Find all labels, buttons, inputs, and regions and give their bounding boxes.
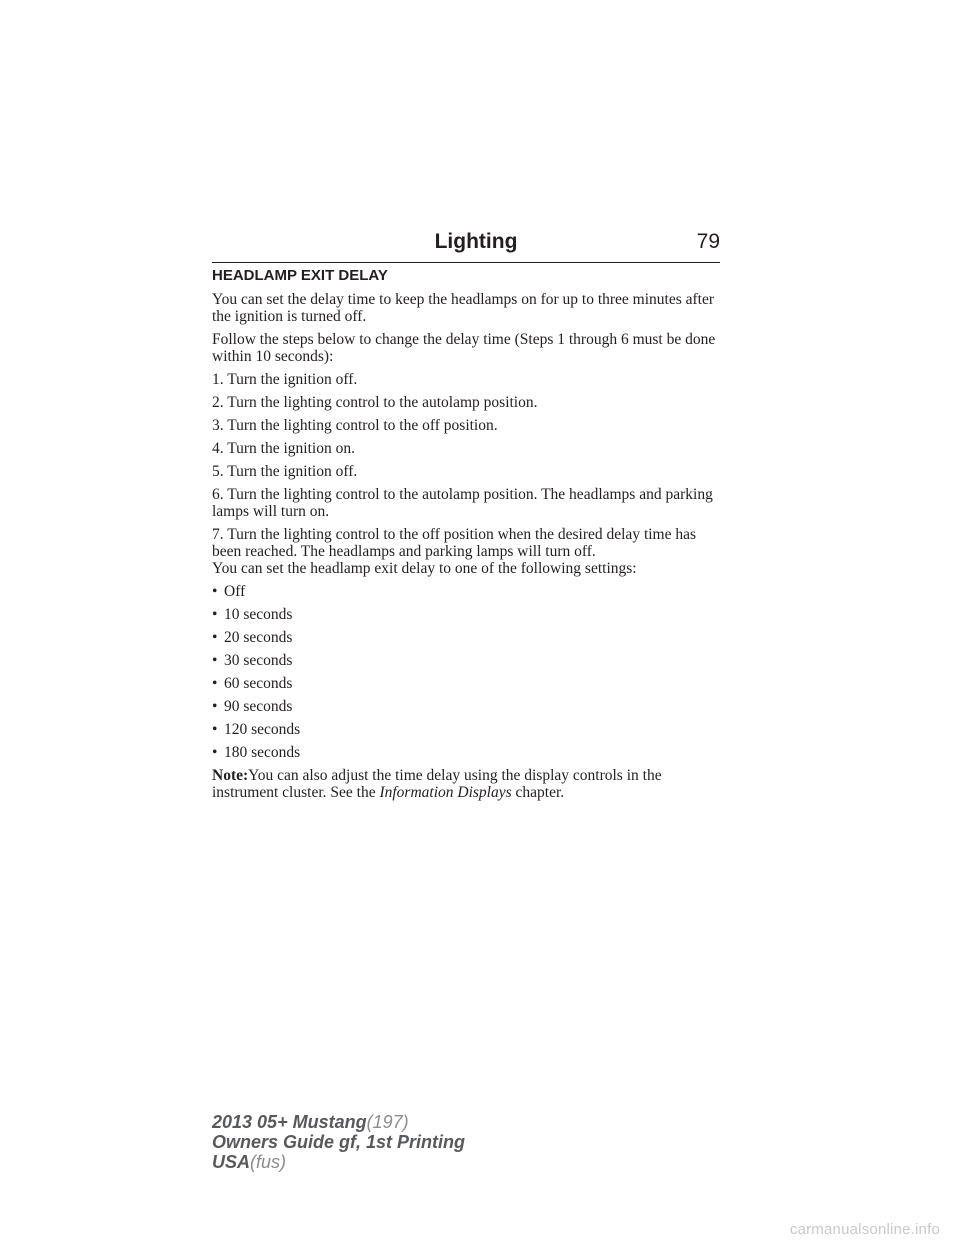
note-text-end: chapter. <box>511 784 565 801</box>
list-item: • 10 seconds <box>212 606 293 623</box>
note-text: You can also adjust the time delay using the display controls in the instrument cluster. See the <box>212 767 662 801</box>
bullet-icon: • <box>212 583 218 600</box>
site-watermark: carmanualsonline.info <box>789 1221 940 1238</box>
step-4: 4. Turn the ignition on. <box>212 440 355 457</box>
section-heading: HEADLAMP EXIT DELAY <box>212 267 388 284</box>
list-item: • 20 seconds <box>212 629 293 646</box>
list-item: • 30 seconds <box>212 652 293 669</box>
chapter-title: Lighting <box>434 230 518 253</box>
list-item: • 60 seconds <box>212 675 293 692</box>
bullet-icon: • <box>212 629 218 646</box>
instructions-paragraph: Follow the steps below to change the delay time (Steps 1 through 6 must be done within 10 seconds): <box>212 331 716 365</box>
note-paragraph <box>212 767 722 801</box>
bullet-icon: • <box>212 721 218 738</box>
step-6: 6. Turn the lighting control to the autolamp position. The headlamps and parking lamps will turn on. <box>212 486 713 520</box>
step-5: 5. Turn the ignition off. <box>212 463 358 480</box>
bullet-icon: • <box>212 652 218 669</box>
step-7: 7. Turn the lighting control to the off position when the desired delay time has been reached. The headlamps and parking lamps will turn off. <box>212 526 697 560</box>
bullet-icon: • <box>212 744 218 761</box>
footer-line-2: Owners Guide gf, 1st Printing <box>212 1132 466 1152</box>
step-3: 3. Turn the lighting control to the off position. <box>212 417 498 434</box>
page-header <box>212 228 720 263</box>
settings-intro: You can set the headlamp exit delay to one of the following settings: <box>212 560 637 577</box>
page-content <box>212 267 722 807</box>
print-footer <box>212 1112 465 1172</box>
bullet-icon: • <box>212 698 218 715</box>
settings-list <box>212 583 722 761</box>
intro-paragraph: You can set the delay time to keep the headlamps on for up to three minutes after the ignition is turned off. <box>212 291 715 325</box>
footer-line-1: 2013 05+ Mustang(197) <box>212 1112 409 1132</box>
list-item: • 120 seconds <box>212 721 301 738</box>
bullet-icon: • <box>212 606 218 623</box>
note-label: Note: <box>212 767 249 784</box>
list-item: • 90 seconds <box>212 698 293 715</box>
footer-line-3: USA(fus) <box>212 1152 287 1172</box>
bullet-icon: • <box>212 675 218 692</box>
list-item: • Off <box>212 583 246 600</box>
step-1: 1. Turn the ignition off. <box>212 371 358 388</box>
list-item: • 180 seconds <box>212 744 301 761</box>
page-number: 79 <box>696 230 720 253</box>
chapter-reference: Information Displays <box>379 784 512 801</box>
step-2: 2. Turn the lighting control to the autolamp position. <box>212 394 538 411</box>
